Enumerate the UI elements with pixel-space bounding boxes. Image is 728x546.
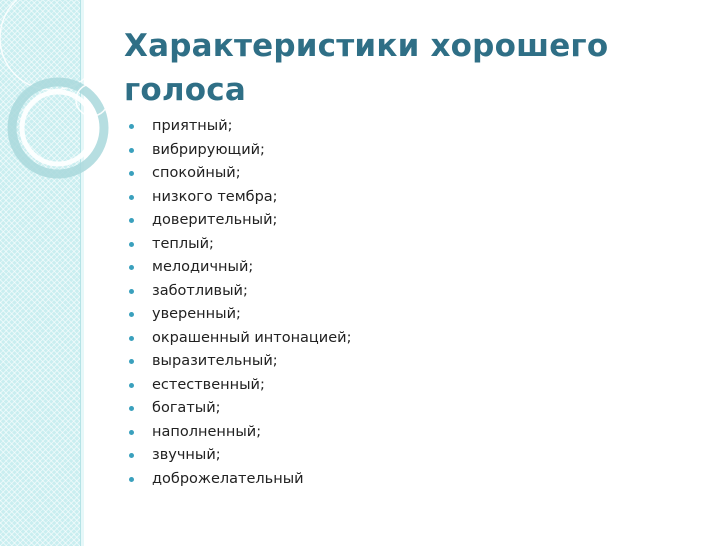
bullet-icon xyxy=(129,383,134,388)
list-item-text: богатый; xyxy=(152,400,221,416)
list-item xyxy=(126,397,351,421)
list-item-text: низкого тембра; xyxy=(152,188,278,205)
list-item xyxy=(126,115,351,139)
bullet-icon xyxy=(129,359,134,364)
list-item-text: приятный; xyxy=(152,118,233,134)
list-item xyxy=(126,327,351,351)
list-item xyxy=(126,256,351,280)
list-item xyxy=(126,186,351,210)
list-item-text: естественный; xyxy=(152,376,265,393)
list-item xyxy=(126,209,351,233)
list-item-text: окрашенный интонацией; xyxy=(152,329,352,346)
list-item xyxy=(126,139,351,163)
bullet-icon xyxy=(129,124,134,129)
list-item xyxy=(126,280,351,304)
decorative-circles xyxy=(0,0,120,200)
list-item xyxy=(126,468,351,492)
list-item xyxy=(126,444,351,468)
list-item-text: уверенный; xyxy=(152,306,241,322)
title-line-1: Характеристики хорошего xyxy=(124,28,609,64)
large-ring-outline xyxy=(0,0,104,90)
list-item-text: теплый; xyxy=(152,235,214,252)
bullet-icon xyxy=(129,148,134,153)
bullet-list xyxy=(126,115,351,491)
bullet-icon xyxy=(129,218,134,223)
list-item-text: доброжелательный xyxy=(152,470,304,487)
list-item xyxy=(126,350,351,374)
bullet-icon xyxy=(129,453,134,458)
bullet-icon xyxy=(129,242,134,247)
bullet-icon xyxy=(129,477,134,482)
bullet-icon xyxy=(129,289,134,294)
slide-title xyxy=(124,24,684,112)
bullet-icon xyxy=(129,312,134,317)
outer-ring xyxy=(12,82,104,174)
bullet-icon xyxy=(129,406,134,411)
list-item-text: звучный; xyxy=(152,447,221,463)
bullet-icon xyxy=(129,336,134,341)
list-item xyxy=(126,303,351,327)
bullet-icon xyxy=(129,195,134,200)
list-item-text: наполненный; xyxy=(152,423,262,440)
list-item xyxy=(126,421,351,445)
bullet-icon xyxy=(129,430,134,435)
bullet-icon xyxy=(129,265,134,270)
list-item-text: мелодичный; xyxy=(152,259,254,275)
list-item-text: выразительный; xyxy=(152,353,278,369)
inner-ring xyxy=(22,92,94,164)
bullet-icon xyxy=(129,171,134,176)
list-item-text: доверительный; xyxy=(152,212,278,228)
list-item-text: спокойный; xyxy=(152,165,241,181)
list-item xyxy=(126,233,351,257)
list-item-text: вибрирующий; xyxy=(152,141,265,158)
list-item xyxy=(126,162,351,186)
list-item xyxy=(126,374,351,398)
title-line-2: голоса xyxy=(124,72,246,108)
list-item-text: заботливый; xyxy=(152,282,248,299)
